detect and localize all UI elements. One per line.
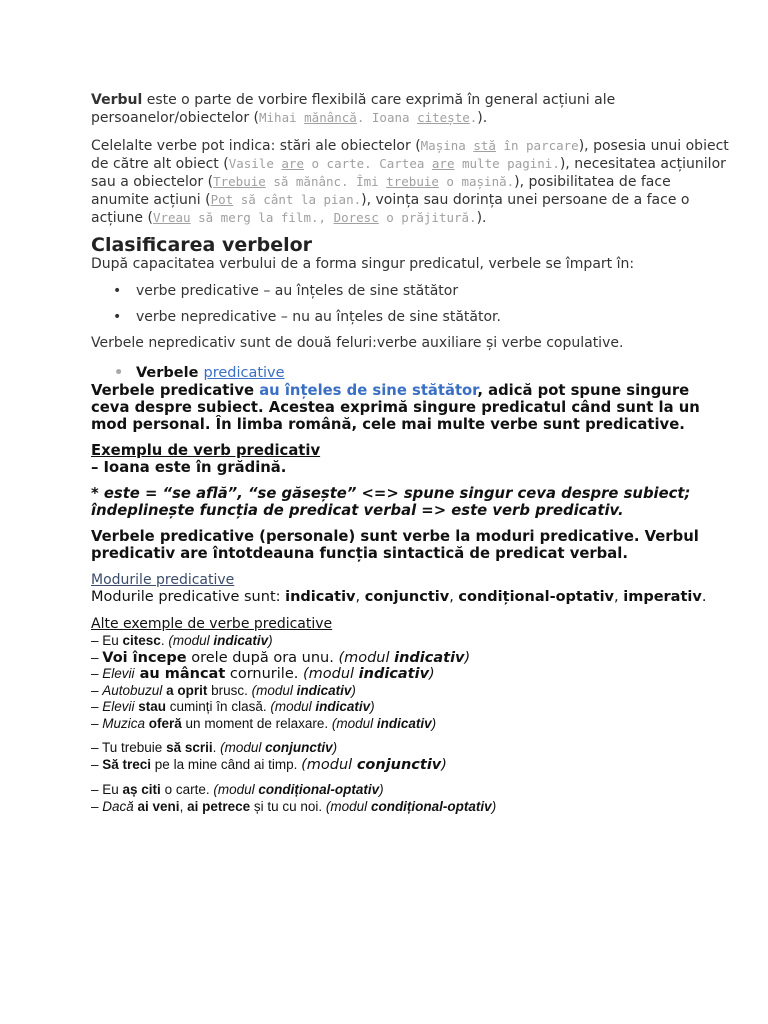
intro-text-end: ). <box>477 110 488 126</box>
example-line: – Autobuzul a oprit brusc. (modul indicativ) <box>91 682 356 698</box>
examples-list <box>91 633 731 815</box>
predicative-list <box>91 364 731 382</box>
other-verbs-paragraph: Celelalte verbe pot indica: stări ale obiectelor (Mașina stă în parcare), posesia unui obiect de către alt obiect (Vasile are o carte. Cartea are multe pagini.), necesitatea acțiunilor sau a obiectelor (Trebuie să mănânc. Îmi trebuie o mașină.), posibilitatea de face anumite acțiuni (Pot să cânt la pian.), voința sau dorința unei persoane de a face o acțiune (Vreau să merg la film., Doresc o prăjitură.). <box>91 138 729 226</box>
example-line: – Eu citesc. (modul indicativ) <box>91 633 273 648</box>
article <box>91 92 731 815</box>
modes-paragraph: Modurile predicative sunt: indicativ, conjunctiv, condițional-optativ, imperativ. <box>91 589 707 605</box>
nepredicative-note: Verbele nepredicativ sunt de două feluri:verbe auxiliare și verbe copulative. <box>91 335 624 351</box>
example-line: – Tu trebuie să scrii. (modul conjunctiv) <box>91 740 338 755</box>
personal-verbs-paragraph: Verbele predicative (personale) sunt verbe la moduri predicative. Verbul predicativ are întotdeauna funcția sintactică de predicat verbal. <box>91 528 699 562</box>
intro-paragraph <box>91 92 731 127</box>
example-line: – Elevii stau cuminți în clasă. (modul indicativ) <box>91 699 375 714</box>
example-line: – Să treci pe la mine când ai timp. (modul conjunctiv) <box>91 756 447 773</box>
list-item: • verbe nepredicative – nu au înțeles de sine stătător. <box>91 308 731 326</box>
predicative-link[interactable]: predicative <box>203 365 285 381</box>
example-code-1: Mihai mănâncă. Ioana citește. <box>259 110 478 125</box>
example-sentence: – Ioana este în grădină. <box>91 459 287 476</box>
other-examples-heading: Alte exemple de verbe predicative <box>91 616 333 632</box>
term-verbul: Verbul <box>91 92 143 108</box>
example-line: – Dacă ai veni, ai petrece și tu cu noi. (modul condițional-optativ) <box>91 798 497 814</box>
list-item-predicative: • Verbele predicative <box>91 364 731 382</box>
example-line: – Eu aș citi o carte. (modul condițional-optativ) <box>91 782 384 797</box>
example-line: – Muzica oferă un moment de relaxare. (modul indicativ) <box>91 715 437 731</box>
explanation-note: * este = “se află”, “se găsește” <=> spune singur ceva despre subiect; îndeplinește funcția de predicat verbal => este verb predicativ. <box>91 485 691 519</box>
section-title: Clasificarea verbelor <box>91 234 313 256</box>
highlight-text: au înțeles de sine stătător <box>259 382 478 399</box>
intro-text: este o parte de vorbire flexibilă care exprimă în general acțiuni ale persoanelor/obiectelor ( <box>91 92 616 126</box>
example-heading: Exemplu de verb predicativ <box>91 442 321 459</box>
modes-link[interactable]: Modurile predicative <box>91 572 235 588</box>
example-line: – Elevii au mâncat cornurile. (modul indicativ) <box>91 666 435 682</box>
verb-types-list <box>91 282 731 326</box>
section-lead: După capacitatea verbului de a forma singur predicatul, verbele se împart în: <box>91 256 635 272</box>
list-item: • verbe predicative – au înțeles de sine stătător <box>91 282 731 300</box>
modes-link-line <box>91 570 731 589</box>
predicative-definition: Verbele predicative au înțeles de sine stătător, adică pot spune singure ceva despre subiect. Acestea exprimă singure predicatul când sunt la un mod personal. În limba română, cele mai multe verbe sunt predicative. <box>91 382 700 433</box>
example-line: – Voi începe orele după ora unu. (modul indicativ) <box>91 649 471 666</box>
